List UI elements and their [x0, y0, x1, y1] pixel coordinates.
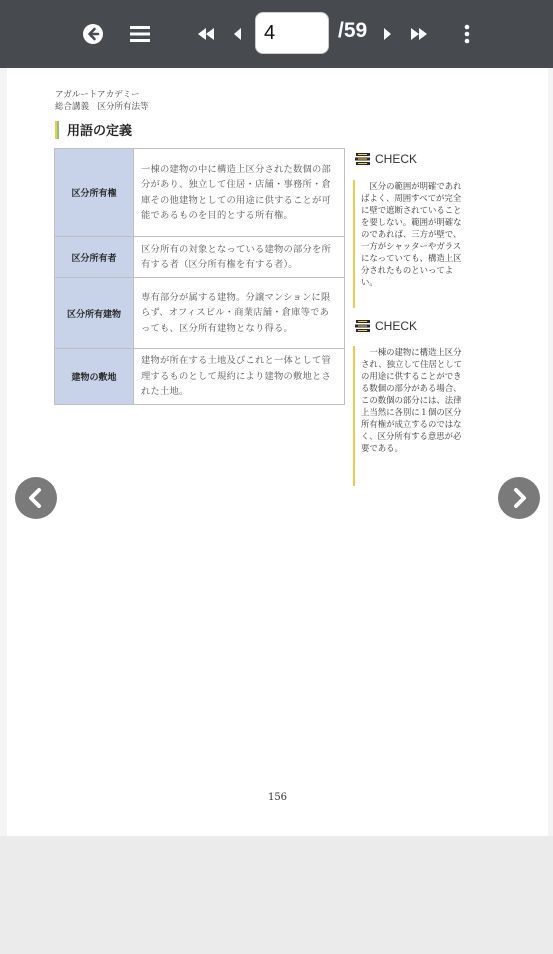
back-circle-icon[interactable]: [80, 14, 106, 54]
pdf-toolbar: [0, 0, 553, 68]
definition-cell: 区分所有の対象となっている建物の部分を所有する者（区分所有権を有する者）。: [134, 237, 345, 278]
table-row: [55, 278, 345, 349]
prev-page-icon[interactable]: [230, 14, 244, 54]
pdf-page: [7, 68, 548, 836]
next-page-arrow-icon[interactable]: [498, 477, 540, 519]
terms-table: [54, 148, 345, 405]
check-heading: [355, 152, 417, 166]
definition-cell: 一棟の建物の中に構造上区分された数個の部分があり、独立して住居・店舗・事務所・倉庫その他建物としての用途に供することが可能であるものを目的とする所有権。: [134, 149, 345, 237]
table-row: [55, 237, 345, 278]
table-row: [55, 149, 345, 237]
book-stack-icon: [355, 319, 371, 333]
check-heading: [355, 319, 417, 333]
term-cell: 区分所有者: [55, 237, 134, 278]
course-header: 総合講義 区分所有法等: [55, 102, 149, 112]
definition-cell: 建物が所在する土地及びこれと一体として管理するものとして規約により建物の敷地とされた土地。: [134, 349, 345, 405]
check-label: CHECK: [375, 319, 418, 333]
page-number-input[interactable]: [255, 12, 329, 54]
section-title-bar: [55, 121, 59, 139]
page-total-label: /59: [338, 19, 368, 42]
section-title-text: 用語の定義: [67, 123, 133, 138]
check-note: 区分の範囲が明確であればよく、周囲すべてが完全に壁で遮断されていることを要しない。範囲が明確なのであれば、三方が壁で、一方がシャッターやガラスになっていても、構造上区分されたものといってよい。: [353, 180, 465, 308]
previous-page-arrow-icon[interactable]: [15, 477, 57, 519]
section-title: [55, 120, 132, 139]
term-cell: 区分所有建物: [55, 278, 134, 349]
document-viewport[interactable]: [0, 68, 553, 836]
check-label: CHECK: [375, 152, 418, 166]
book-stack-icon: [355, 152, 371, 166]
term-cell: 区分所有権: [55, 149, 134, 237]
next-page-icon[interactable]: [380, 14, 394, 54]
publisher-header: アガルートアカデミー: [55, 90, 140, 100]
check-note: 一棟の建物に構造上区分され、独立して住居としての用途に供することができる数個の部分がある場合、この数個の部分には、法律上当然に各別に１個の区分所有権が成立するのではなく、区分所有する意思が必要である。: [353, 346, 465, 486]
hamburger-menu-icon[interactable]: [127, 14, 153, 54]
last-page-icon[interactable]: [408, 14, 430, 54]
page-number: 156: [267, 792, 288, 803]
first-page-icon[interactable]: [195, 14, 217, 54]
table-row: [55, 349, 345, 405]
definition-cell: 専有部分が属する建物。分譲マンションに限らず、オフィスビル・商業店舗・倉庫等であっても、区分所有建物となり得る。: [134, 278, 345, 349]
term-cell: 建物の敷地: [55, 349, 134, 405]
vertical-dots-icon[interactable]: [460, 14, 474, 54]
